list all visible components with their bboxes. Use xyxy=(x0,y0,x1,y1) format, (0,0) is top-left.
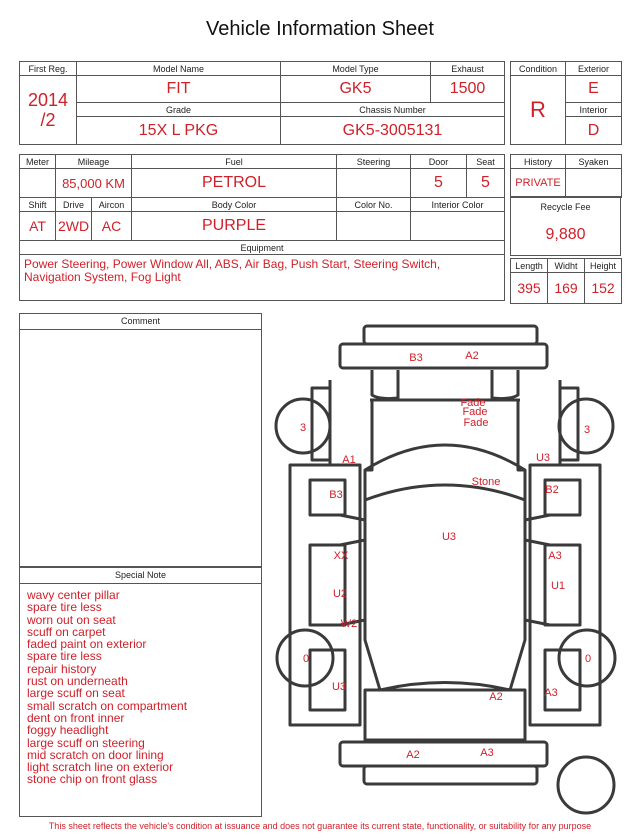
width-label: Widht xyxy=(548,259,585,273)
interior-label: Interior xyxy=(566,103,622,117)
comment-label: Comment xyxy=(20,314,261,330)
special-note-item: faded paint on exterior xyxy=(27,637,147,652)
car-damage-diagram xyxy=(270,318,640,818)
recycle-fee-box xyxy=(510,196,621,256)
mark-tire-bottom-left: 0 xyxy=(302,653,310,665)
shift-label: Shift xyxy=(20,198,56,212)
syaken-label: Syaken xyxy=(566,155,622,169)
condition-label: Condition xyxy=(511,62,566,76)
mark-stone: Stone xyxy=(471,476,501,488)
special-note-item: light scratch line on exterior xyxy=(27,760,174,775)
door-label: Door xyxy=(411,155,467,169)
vehicle-basic-table xyxy=(19,61,505,145)
length-label: Length xyxy=(511,259,548,273)
first-reg-value xyxy=(20,76,77,145)
fuel-value: PETROL xyxy=(132,169,337,198)
recycle-fee-label: Recycle Fee xyxy=(540,202,591,212)
history-value: PRIVATE xyxy=(511,169,566,198)
special-note-box xyxy=(19,567,262,817)
comment-value xyxy=(20,330,261,338)
steering-value xyxy=(337,169,411,198)
height-label: Height xyxy=(585,259,622,273)
color-no-label: Color No. xyxy=(337,198,411,212)
mark-bumper-a3: A3 xyxy=(480,747,494,759)
history-label: History xyxy=(511,155,566,169)
mark-right-a3: A3 xyxy=(548,550,562,562)
mark-tire-top-left: 3 xyxy=(299,422,307,434)
special-note-item: stone chip on front glass xyxy=(27,772,158,787)
condition-value: R xyxy=(511,76,566,145)
mark-front-a2: A2 xyxy=(489,691,503,703)
width-value: 169 xyxy=(548,273,585,304)
grade-value: 15X L PKG xyxy=(77,117,281,145)
mark-left-u3: U3 xyxy=(331,681,347,693)
special-note-item: dent on front inner xyxy=(27,710,125,725)
first-reg-month: /2 xyxy=(40,110,56,130)
seat-label: Seat xyxy=(467,155,505,169)
color-no-value xyxy=(337,212,411,241)
page-title: Vehicle Information Sheet xyxy=(206,18,434,40)
disclaimer-footer: This sheet reflects the vehicle's condition at issuance and does not guarantee its current state, functionality, or suitability for any purpose xyxy=(48,821,592,831)
special-note-item: wavy center pillar xyxy=(27,588,120,602)
steering-label: Steering xyxy=(337,155,411,169)
model-type-label: Model Type xyxy=(281,62,431,76)
mark-center-u3: U3 xyxy=(441,531,457,543)
fuel-label: Fuel xyxy=(132,155,337,169)
first-reg-year: 2014 xyxy=(27,90,69,110)
mark-fade-3: Fade xyxy=(463,417,489,429)
mark-rear-top-right: A2 xyxy=(465,350,479,362)
special-note-item: spare tire less xyxy=(27,649,102,664)
mark-left-a1: A1 xyxy=(342,454,356,466)
length-value: 395 xyxy=(511,273,548,304)
special-note-list xyxy=(20,584,261,786)
seat-value: 5 xyxy=(467,169,505,198)
meter-label: Meter xyxy=(20,155,56,169)
special-note-item: worn out on seat xyxy=(27,612,116,627)
mark-tire-top-right: 3 xyxy=(583,424,591,436)
mark-rear-top-left: B3 xyxy=(409,352,423,364)
mark-left-w2: W2 xyxy=(340,618,358,630)
model-name-label: Model Name xyxy=(77,62,281,76)
history-table xyxy=(510,154,622,198)
special-note-item: repair history xyxy=(27,661,97,676)
drive-value: 2WD xyxy=(56,212,92,241)
special-note-item: large scuff on steering xyxy=(27,735,145,750)
special-note-item: spare tire less xyxy=(27,600,102,615)
exterior-value: E xyxy=(566,76,622,103)
exterior-label: Exterior xyxy=(566,62,622,76)
mileage-label: Mileage xyxy=(56,155,132,169)
syaken-value xyxy=(566,169,622,198)
recycle-fee-value: 9,880 xyxy=(545,226,586,243)
mark-left-xx: XX xyxy=(333,550,349,562)
interior-value: D xyxy=(566,117,622,145)
aircon-value: AC xyxy=(92,212,132,241)
vehicle-detail-table xyxy=(19,154,505,301)
mark-right-u1: U1 xyxy=(550,580,566,592)
chassis-number-label: Chassis Number xyxy=(281,103,505,117)
mileage-value: 85,000 KM xyxy=(56,169,132,198)
special-note-item: large scuff on seat xyxy=(27,686,125,701)
mark-right-b2: B2 xyxy=(545,484,559,496)
body-color-value: PURPLE xyxy=(132,212,337,241)
shift-value: AT xyxy=(20,212,56,241)
model-type-value: GK5 xyxy=(281,76,431,103)
body-color-label: Body Color xyxy=(132,198,337,212)
height-value: 152 xyxy=(585,273,622,304)
door-value: 5 xyxy=(411,169,467,198)
equipment-value: Power Steering, Power Window All, ABS, Air Bag, Push Start, Steering Switch, Navigation System, Fog Light xyxy=(20,255,505,301)
dimensions-table xyxy=(510,258,622,304)
mark-left-b3: B3 xyxy=(329,489,343,501)
mark-fade-1: Fade xyxy=(460,397,486,409)
special-note-item: foggy headlight xyxy=(27,723,109,738)
mark-right-u3: U3 xyxy=(535,452,551,464)
mark-tire-bottom-right: 0 xyxy=(584,653,592,665)
special-note-item: rust on underneath xyxy=(27,674,128,689)
special-note-item: mid scratch on door lining xyxy=(27,747,164,762)
mark-right-a3-low: A3 xyxy=(544,687,558,699)
drive-label: Drive xyxy=(56,198,92,212)
special-note-item: scuff on carpet xyxy=(27,624,106,639)
meter-value xyxy=(20,169,56,198)
mark-left-u2: U2 xyxy=(332,588,348,600)
first-reg-label: First Reg. xyxy=(20,62,77,76)
interior-color-label: Interior Color xyxy=(411,198,505,212)
interior-color-value xyxy=(411,212,505,241)
model-name-value: FIT xyxy=(77,76,281,103)
special-note-item: small scratch on compartment xyxy=(27,698,188,713)
mark-fade-2: Fade xyxy=(462,406,488,418)
mark-bumper-a2: A2 xyxy=(406,749,420,761)
comment-box xyxy=(19,313,262,567)
exhaust-value: 1500 xyxy=(431,76,505,103)
exhaust-label: Exhaust xyxy=(431,62,505,76)
aircon-label: Aircon xyxy=(92,198,132,212)
equipment-label: Equipment xyxy=(20,241,505,255)
chassis-number-value: GK5-3005131 xyxy=(281,117,505,145)
condition-table xyxy=(510,61,622,145)
special-note-label: Special Note xyxy=(20,568,261,584)
grade-label: Grade xyxy=(77,103,281,117)
